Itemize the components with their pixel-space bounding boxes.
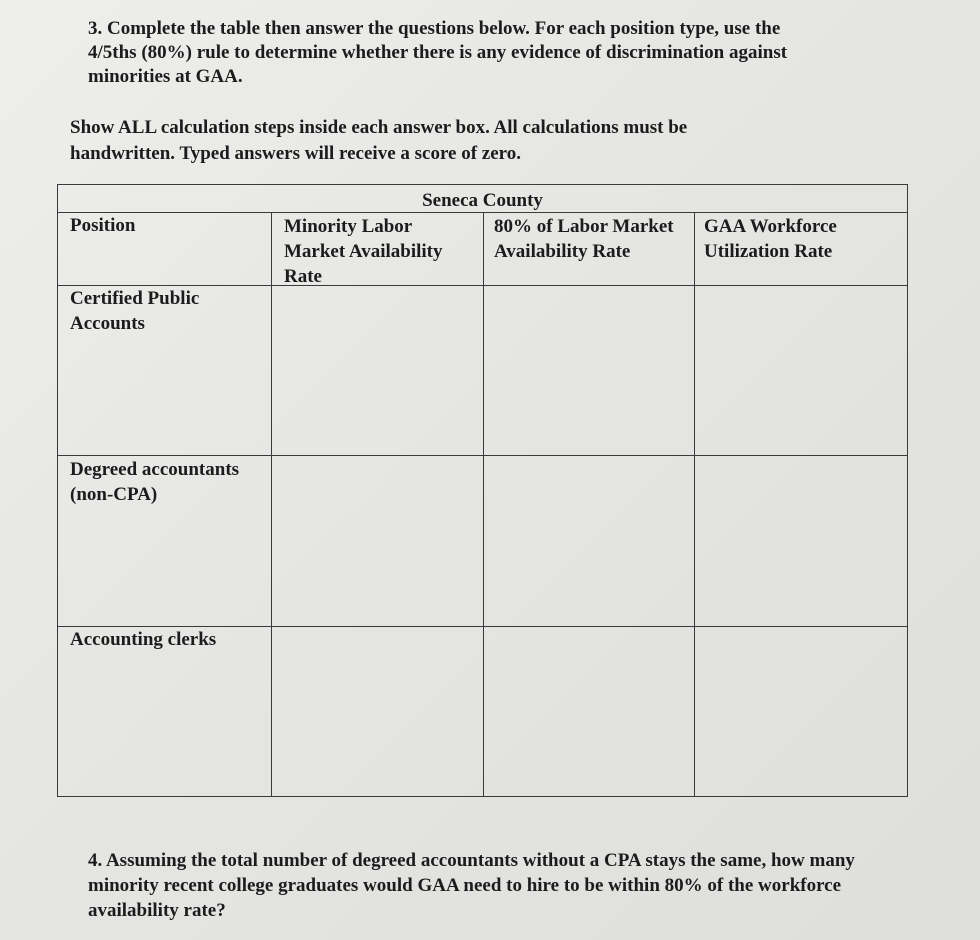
column-divider (483, 213, 484, 796)
instructions-text: Show ALL calculation steps inside each answer box. All calculations must be handwritten. Typed answers will receive a score of zero. (70, 117, 688, 164)
row-position-accounting-clerks: Accounting clerks (70, 629, 217, 650)
column-divider (694, 213, 695, 796)
answer-box-clerks-80-percent[interactable] (485, 628, 693, 796)
header-gaa-utilization-rate: GAA Workforce Utilization Rate (704, 216, 837, 262)
header-position: Position (70, 215, 136, 236)
answer-box-cpa-utilization[interactable] (696, 287, 906, 454)
column-divider (271, 213, 272, 796)
header-minority-availability-rate: Minority Labor Market Availability Rate (284, 216, 443, 287)
answer-box-degreed-utilization[interactable] (696, 457, 906, 625)
answer-box-clerks-minority-rate[interactable] (273, 628, 482, 796)
answer-box-cpa-80-percent[interactable] (485, 287, 693, 454)
row-position-certified-public-accounts: Certified Public Accounts (70, 288, 200, 334)
row-position-degreed-accountants: Degreed accountants (non-CPA) (70, 459, 240, 505)
question-3-text: 3. Complete the table then answer the questions below. For each position type, use the 4/5ths (80%) rule to determine whether there is any evidence of discrimination against minorities at GAA. (88, 18, 788, 87)
answer-box-clerks-utilization[interactable] (696, 628, 906, 796)
calculation-table (57, 184, 908, 797)
header-80-percent-availability: 80% of Labor Market Availability Rate (494, 216, 674, 262)
question-4-text: 4. Assuming the total number of degreed accountants without a CPA stays the same, how many minority recent college graduates would GAA need to hire to be within 80% of the workforce availability rate? (88, 850, 855, 921)
answer-box-degreed-80-percent[interactable] (485, 457, 693, 625)
row-divider (58, 455, 907, 456)
table-group-header: Seneca County (58, 185, 907, 213)
answer-box-degreed-minority-rate[interactable] (273, 457, 482, 625)
answer-box-cpa-minority-rate[interactable] (273, 287, 482, 454)
